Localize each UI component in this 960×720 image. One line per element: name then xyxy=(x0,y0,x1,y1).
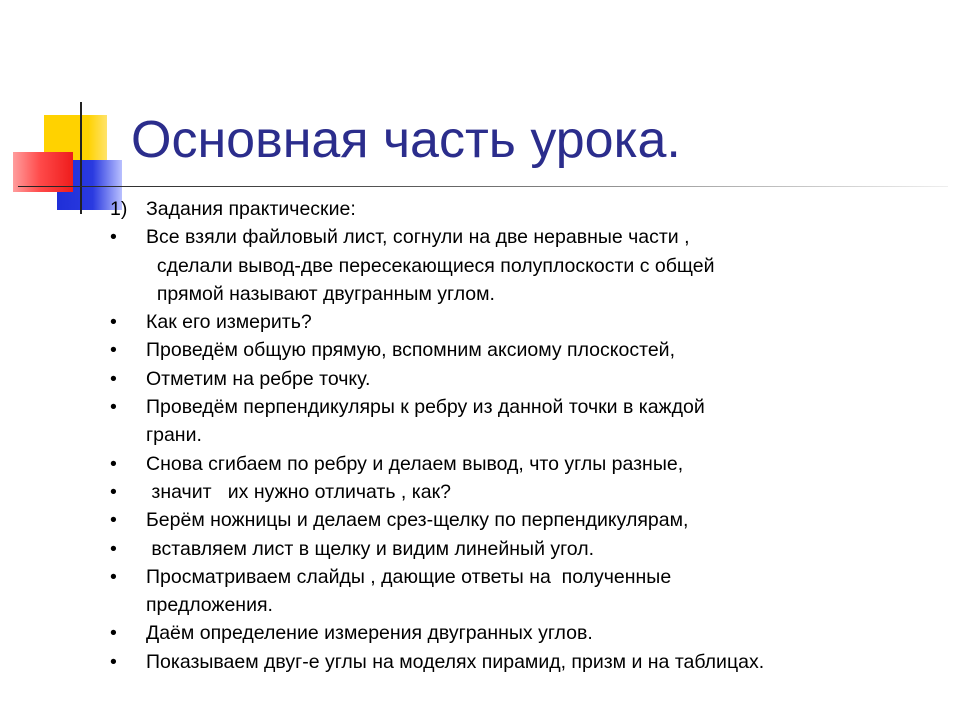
bullet-marker: • xyxy=(110,650,117,673)
bullet-marker: • xyxy=(110,367,117,390)
list-text: Проведём общую прямую, вспомним аксиому плоскостей, xyxy=(146,339,675,362)
list-text: предложения. xyxy=(146,594,273,617)
list-text: Показываем двуг-е углы на моделях пирамид, призм и на таблицах. xyxy=(146,650,765,673)
list-text: грани. xyxy=(146,424,202,447)
list-text: вставляем лист в щелку и видим линейный угол. xyxy=(146,537,595,560)
list-item xyxy=(110,506,950,534)
decor-vertical-line xyxy=(80,102,82,214)
bullet-marker: • xyxy=(110,452,117,475)
list-text: Просматриваем слайды , дающие ответы на полученные xyxy=(146,565,672,588)
list-marker xyxy=(110,280,146,308)
bullet-marker: • xyxy=(110,311,117,334)
list-item xyxy=(110,619,950,647)
list-item xyxy=(110,195,950,223)
list-item xyxy=(110,563,950,591)
list-item-continuation xyxy=(110,252,950,280)
list-item xyxy=(110,365,950,393)
bullet-marker: • xyxy=(110,480,117,503)
list-marker xyxy=(110,252,146,280)
list-item xyxy=(110,648,950,676)
list-item xyxy=(110,308,950,336)
slide-body xyxy=(110,195,950,676)
bullet-marker: • xyxy=(110,339,117,362)
list-text: Все взяли файловый лист, согнули на две неравные части , xyxy=(146,226,690,249)
bullet-marker: • xyxy=(110,226,117,249)
list-item xyxy=(110,223,950,251)
bullet-marker: • xyxy=(110,565,117,588)
list-marker: 1) xyxy=(110,198,128,220)
list-item xyxy=(110,336,950,364)
list-item xyxy=(110,393,950,421)
list-marker xyxy=(110,591,146,619)
list-text: Снова сгибаем по ребру и делаем вывод, что углы разные, xyxy=(146,452,684,475)
bullet-marker: • xyxy=(110,622,117,645)
list-item-continuation xyxy=(110,280,950,308)
slide-title: Основная часть урока. xyxy=(131,111,681,169)
list-item xyxy=(110,450,950,478)
decor-horizontal-rule xyxy=(18,186,948,187)
bullet-marker: • xyxy=(110,396,117,419)
bullet-marker: • xyxy=(110,537,117,560)
bullet-marker: • xyxy=(110,509,117,532)
list-text: Даём определение измерения двугранных углов. xyxy=(146,622,593,645)
list-item xyxy=(110,535,950,563)
list-item-continuation xyxy=(110,421,950,449)
list-text: Берём ножницы и делаем срез-щелку по перпендикулярам, xyxy=(146,509,689,532)
list-text: Проведём перпендикуляры к ребру из данной точки в каждой xyxy=(146,396,705,419)
list-item-continuation xyxy=(110,591,950,619)
list-text: прямой называют двугранным углом. xyxy=(146,282,495,305)
list-item xyxy=(110,478,950,506)
list-text: Как его измерить? xyxy=(146,311,312,334)
list-text: значит их нужно отличать , как? xyxy=(146,480,451,503)
list-text: Отметим на ребре точку. xyxy=(146,367,371,390)
list-marker xyxy=(110,421,146,449)
list-text: Задания практические: xyxy=(146,198,356,220)
list-text: сделали вывод-две пересекающиеся полуплоскости с общей xyxy=(146,254,715,277)
